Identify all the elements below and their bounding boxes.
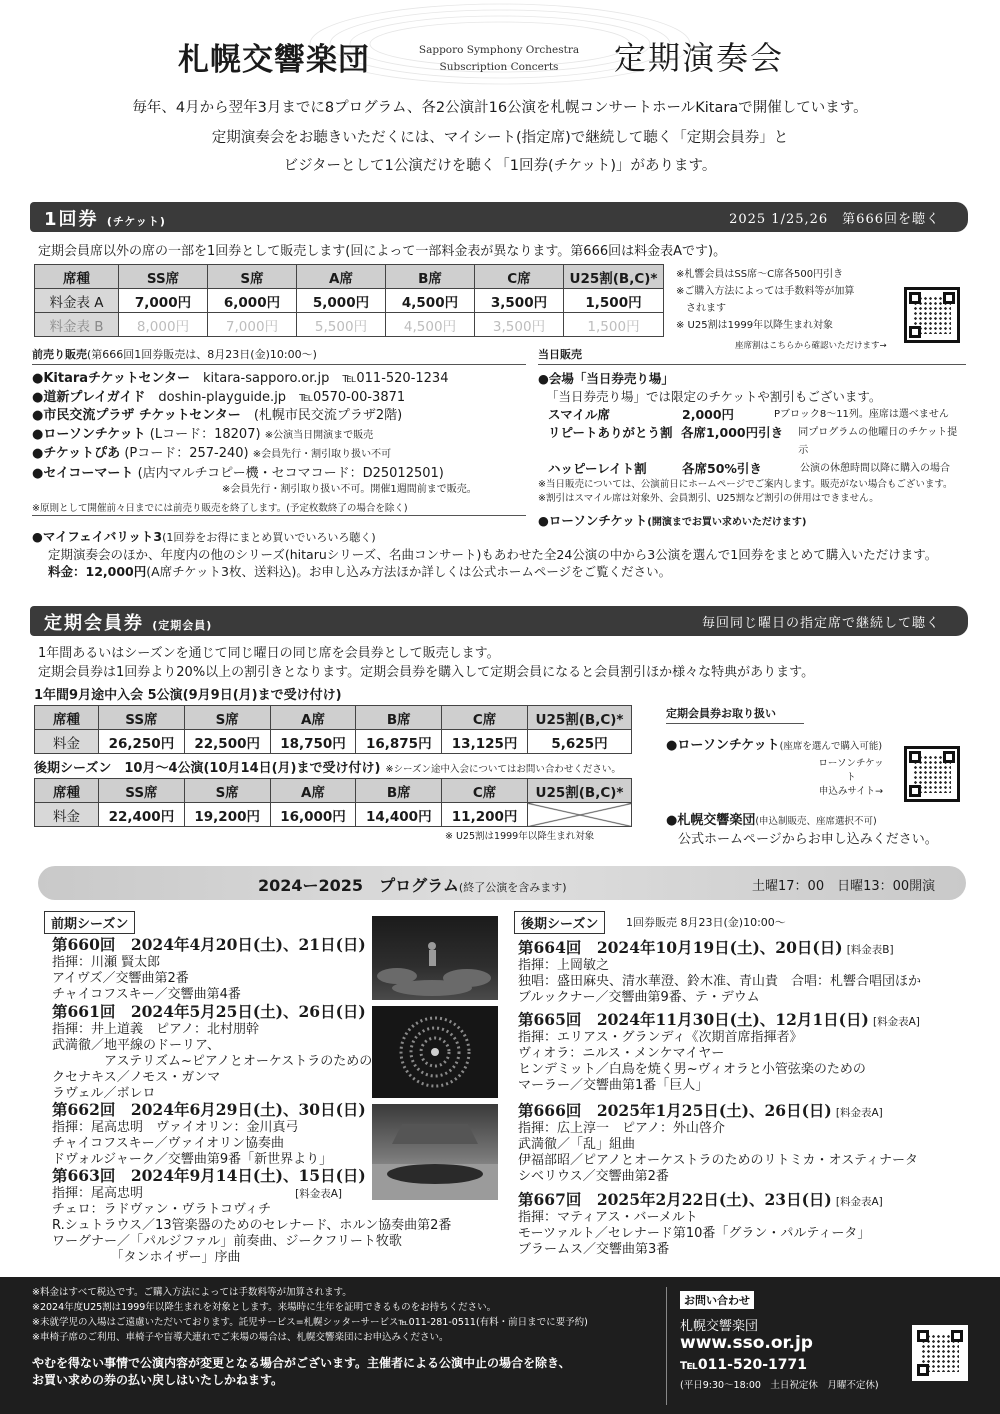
price-cell: 7,000円 <box>208 313 297 337</box>
list-item: リピートありがとう割 各席1,000円引き 同プログラムの他曜日のチケット提示 <box>548 425 958 456</box>
price-cell: 5,625円 <box>528 730 632 754</box>
table-header-row <box>35 265 664 289</box>
my-favorite-section <box>32 528 966 580</box>
contact-tel[interactable]: ℡011-520-1771 <box>680 1357 807 1373</box>
price-cell: 3,500円 <box>475 289 564 313</box>
list-item[interactable]: ●Kitaraチケットセンター kitara-sapporo.or.jp ℡011-520-1234 <box>32 371 449 386</box>
advance-sale-list <box>32 370 477 496</box>
sameday-venue-desc: 「当日券売り場」では限定のチケットや割引もございます。 <box>546 389 882 404</box>
member-desc-1: 1年間あるいはシーズンを通じて同じ曜日の同じ席を会員券として販売します。 <box>38 646 500 661</box>
sameday-title: 当日販売 <box>538 346 966 365</box>
concert-663: 第663回 2024年9月14日(土)、15日(日) 指揮：尾高忠明 [料金表A] チェロ：ラドヴァン・ヴラトコヴィチ R.シュトラウス／13管楽器のためのセレナード、ホルン協奏曲第2番 ワーグナー／「パルジファル」前奏曲、ジークフリート牧歌 「タンホイザー」序曲 <box>52 1166 452 1265</box>
program-bar <box>38 866 966 900</box>
header-cell: S席 <box>184 706 270 730</box>
member-full-table <box>34 705 632 754</box>
table-header-row <box>35 779 632 803</box>
header-cell: A席 <box>270 779 356 803</box>
price-cell: 18,750円 <box>270 730 356 754</box>
contact-hours: (平日9:30～18:00 土日祝定休 月曜不定休) <box>680 1380 879 1391</box>
concert-photo-2 <box>372 1006 498 1098</box>
price-cell: 16,875円 <box>356 730 442 754</box>
concert-660: 第660回 2024年4月20日(土)、21日(日) 指揮：川瀬 賢太郎 アイヴズ／交響曲第2番 チャイコフスキー／交響曲第4番 <box>52 935 366 1002</box>
contact-org: 札幌交響楽団 <box>680 1319 759 1334</box>
header-cell: C席 <box>475 265 564 289</box>
table-row <box>35 803 632 827</box>
lawson-site-label[interactable]: ローソンチケット 申込みサイト→ <box>818 758 884 797</box>
header-cell: S席 <box>208 265 297 289</box>
header-cell: A席 <box>270 706 356 730</box>
concert-662: 第662回 2024年6月29日(土)、30日(日) 指揮：尾高忠明 ヴァイオリン：金川真弓 チャイコフスキー／ヴァイオリン協奏曲 ドヴォルジャーク／交響曲第9番「新世界より」 <box>52 1100 366 1167</box>
table-row <box>35 289 664 313</box>
single-price-table <box>34 264 664 337</box>
concert-661: 第661回 2024年5月25日(土)、26日(日) 指揮：井上道義 ピアノ：北村朋幹 武満徹／地平線のドーリア、 アステリズム~ピアノとオーケストラのための クセナキス／ノモス・ガンマ ラヴェル／ボレロ <box>52 1002 373 1101</box>
late-season-tag: 後期シーズン <box>514 911 605 934</box>
header-cell: A席 <box>297 265 386 289</box>
list-item: ハッピーレイト割 各席50%引き 公演の休憩時間以降に購入の場合 <box>548 461 950 476</box>
sameday-venue: ●会場「当日券売り場」 <box>538 371 674 386</box>
member-desc-2: 定期会員券は1回券より20%以上の割引きとなります。定期会員券を購入して定期会員になると会員割引ほか様々な特典があります。 <box>38 665 815 680</box>
intro-line-3: ビジターとして1公演だけを聴く「1回券(チケット)」があります。 <box>283 158 717 174</box>
sameday-note-1: ※当日販売については、公演前日にホームページでご案内します。販売がない場合もございます。 <box>538 479 953 490</box>
list-item[interactable]: ●ローソンチケット (Lコード：18207) ※公演当日開演まで販売 <box>32 426 374 442</box>
concert-664: 第664回 2024年10月19日(土)、20日(日) [料金表B] 指揮：上岡敏之 独唱：盛田麻央、清水華澄、鈴木准、青山貴 合唱：札響合唱団ほか ブルックナー／交響曲第9番、テ・デウム <box>518 938 922 1005</box>
program-time: 土曜17：00 日曜13：00開演 <box>752 879 936 894</box>
english-line-1: Sapporo Symphony Orchestra <box>418 44 580 56</box>
header-cell: B席 <box>356 706 442 730</box>
list-item[interactable]: ●セイコーマート (店内マルチコピー機・セコマコード：D25012501) <box>32 465 444 481</box>
my-favorite-title: ●マイフェイバリット3 <box>32 529 163 544</box>
my-favorite-price-note: (A席チケット3枚、送料込)。お申し込み方法ほか詳しくは公式ホームページをご覧ください。 <box>146 564 672 579</box>
price-cell: 14,400円 <box>356 803 442 827</box>
price-cell: 19,200円 <box>184 803 270 827</box>
single-ticket-title: 1回券 (チケット) <box>44 209 166 230</box>
price-cell: 1,500円 <box>564 313 664 337</box>
seat-map-note[interactable]: 座席割はこちらから確認いただけます→ <box>735 341 887 351</box>
header-cell: B席 <box>386 265 475 289</box>
contact-label: お問い合わせ <box>680 1291 754 1309</box>
member-late-title: 後期シーズン 10月～4公演(10月14日(月)まで受け付け) ※シーズン途中入会についてはお問い合わせください。 <box>34 761 621 776</box>
price-cell: 5,000円 <box>297 289 386 313</box>
my-favorite-desc: 定期演奏会のほか、年度内の他のシリーズ(hitaruシリーズ、名曲コンサート)もあわせた全24公演の中から3公演を選んで1回券をまとめて購入いただけます。 <box>48 547 938 562</box>
price-cell: 22,500円 <box>184 730 270 754</box>
footer-divider <box>666 1287 667 1405</box>
header-cell: U25割(B,C)* <box>528 706 632 730</box>
my-favorite-price: 料金：12,000円 <box>48 564 147 579</box>
lawson-qr-icon[interactable] <box>904 746 960 802</box>
intro-line-1: 毎年、4月から翌年3月までに8プログラム、各2公演計16公演を札幌コンサートホールKitaraで開催しています。 <box>132 100 868 116</box>
price-cell: 6,000円 <box>208 289 297 313</box>
price-cell: 13,125円 <box>442 730 528 754</box>
row-label: 料金 <box>35 730 99 754</box>
table-row <box>35 730 632 754</box>
handling-lawson[interactable]: ●ローソンチケット(座席を選んで購入可能) <box>666 738 883 753</box>
my-favorite-subtitle: (1回券をお得にまとめ買いでいろいろ聴く) <box>162 531 376 544</box>
sameday-lawson[interactable]: ●ローソンチケット(開演までお買い求めいただけます) <box>538 513 807 528</box>
contact-url[interactable]: www.sso.or.jp <box>680 1333 813 1353</box>
unavailable-cell <box>528 803 632 827</box>
english-line-2: Subscription Concerts <box>439 61 559 73</box>
list-item[interactable]: ●道新プレイガイド doshin-playguide.jp ℡0570-00-3871 <box>32 389 406 405</box>
price-cell: 7,000円 <box>119 289 208 313</box>
header-cell: U25割(B,C)* <box>528 779 632 803</box>
single-ticket-desc: 定期会員席以外の席の一部を1回券として販売します(回によって一部料金表が異なります。第666回は料金表Aです)。 <box>38 244 727 259</box>
row-label: 料金表 B <box>35 313 119 337</box>
sameday-note-2: ※割引はスマイル席は対象外、会員割引、U25割など割引の併用はできません。 <box>538 493 879 504</box>
price-cell: 26,250円 <box>99 730 185 754</box>
price-cell: 16,000円 <box>270 803 356 827</box>
seico-note: ※会員先行・割引取り扱い不可。開催1週間前まで販売。 <box>222 484 477 495</box>
row-label: 料金表 A <box>35 289 119 313</box>
late-season-sale: 1回券販売 8月23日(金)10:00～ <box>626 916 786 929</box>
header <box>0 0 1000 88</box>
early-season-tag: 前期シーズン <box>44 911 135 934</box>
header-cell: SS席 <box>99 779 185 803</box>
footer-qr-icon[interactable] <box>912 1325 968 1381</box>
header-cell: 席種 <box>35 779 99 803</box>
concert-667: 第667回 2025年2月22日(土)、23日(日) [料金表A] 指揮：マティアス・バーメルト モーツァルト／セレナード第10番「グラン・パルティータ」 ブラームス／交響曲第3番 <box>518 1190 883 1257</box>
sameday-body <box>538 370 966 532</box>
english-title <box>404 42 594 76</box>
header-cell: B席 <box>356 779 442 803</box>
header-cell: 席種 <box>35 706 99 730</box>
header-cell: U25割(B,C)* <box>564 265 664 289</box>
handling-sso-desc: 公式ホームページからお申し込みください。 <box>678 832 938 847</box>
header-cell: S席 <box>184 779 270 803</box>
member-ticket-bar <box>30 606 968 636</box>
row-label: 料金 <box>35 803 99 827</box>
header-cell: SS席 <box>119 265 208 289</box>
member-late-table <box>34 778 632 827</box>
advance-sale-title: 前売り販売(第666回1回券販売は、8月23日(金)10:00～) <box>32 346 526 365</box>
header-cell: C席 <box>442 706 528 730</box>
member-ticket-tagline: 毎回同じ曜日の指定席で継続して聴く <box>701 616 940 631</box>
member-full-year-title: 1年間9月途中入会 5公演(9月9日(月)まで受け付け) <box>34 688 342 703</box>
single-ticket-bar <box>30 202 968 232</box>
footer-warning: やむを得ない事情で公演内容が変更となる場合がございます。主催者による公演中止の場合を除き、 お買い求めの券の払い戻しはいたしかねます。 <box>32 1356 571 1387</box>
table-header-row <box>35 706 632 730</box>
u25-note: ※ U25割は1999年以降生まれ対象 <box>445 831 595 842</box>
price-cell: 8,000円 <box>119 313 208 337</box>
header-cell: C席 <box>442 779 528 803</box>
price-cell: 5,500円 <box>297 313 386 337</box>
price-cell: 4,500円 <box>386 313 475 337</box>
list-item[interactable]: ●チケットぴあ (Pコード：257-240) ※会員先行・割引取り扱い不可 <box>32 446 392 461</box>
concert-title: 定期演奏会 <box>614 39 785 77</box>
footer <box>0 1277 1000 1414</box>
table-row <box>35 313 664 337</box>
program-title: 2024ー2025 プログラム(終了公演を含みます) <box>258 876 567 895</box>
orchestra-title: 札幌交響楽団 <box>178 42 370 78</box>
concert-665: 第665回 2024年11月30日(土)、12月1日(日) [料金表A] 指揮：エリアス・グランディ《次期首席指揮者》 ヴィオラ：ニルス・メンケマイヤー ヒンデミット／白鳥を焼く男~ヴィオラと小管弦楽のための マーラー／交響曲第1番「巨人」 <box>518 1010 920 1093</box>
price-cell: 1,500円 <box>564 289 664 313</box>
single-ticket-featured: 2025 1/25,26 第666回を聴く <box>729 212 940 227</box>
price-cell: 22,400円 <box>99 803 185 827</box>
footer-notes: ※料金はすべて税込です。ご購入方法によっては手数料等が加算されます。 ※2024年度U25割は1999年以降生まれを対象とします。来場時に生年を証明できるものをお持ちください。 ※未就学児の入場はご遠慮いただいております。託児サービス=札幌シッターサービス℡011-281-0511(有料・前日までに要予約) ※車椅子席のご利用、車椅子や盲導犬連れでご来場の場合は、札幌交響楽団にお申込みください。 <box>32 1287 588 1343</box>
price-cell: 11,200円 <box>442 803 528 827</box>
member-ticket-title: 定期会員券 (定期会員) <box>44 613 213 634</box>
list-item[interactable]: ●市民交流プラザ チケットセンター (札幌市民交流プラザ2階) <box>32 408 403 423</box>
list-item: スマイル席 2,000円 Pブロック8～11列。座席は選べません <box>548 407 949 422</box>
single-ticket-notes: ※札響会員はSS席～C席各500円引き ※ご購入方法によっては手数料等が加算 されます ※ U25割は1999年以降生まれ対象 <box>676 269 855 331</box>
seat-map-qr-icon[interactable] <box>904 287 960 343</box>
handling-sso[interactable]: ●札幌交響楽団(申込制販売、座席選択不可) <box>666 813 877 828</box>
concert-666: 第666回 2025年1月25日(土)、26日(日) [料金表A] 指揮：広上淳一 ピアノ：外山啓介 武満徹／「乱」組曲 伊福部昭／ピアノとオーケストラのためのリトミカ・オスティナータ シベリウス／交響曲第2番 <box>518 1101 919 1184</box>
advance-sale-footnote: ※原則として開催前々日までには前売り販売を終了します。(予定枚数終了の場合を除く) <box>32 503 408 514</box>
price-cell: 4,500円 <box>386 289 475 313</box>
intro-line-2: 定期演奏会をお聴きいただくには、マイシート(指定席)で継続して聴く「定期会員券」と <box>211 130 789 146</box>
header-cell: 席種 <box>35 265 119 289</box>
price-cell: 3,500円 <box>475 313 564 337</box>
header-cell: SS席 <box>99 706 185 730</box>
handling-title: 定期会員券お取り扱い <box>666 705 804 724</box>
concert-photo-1 <box>372 916 498 1000</box>
